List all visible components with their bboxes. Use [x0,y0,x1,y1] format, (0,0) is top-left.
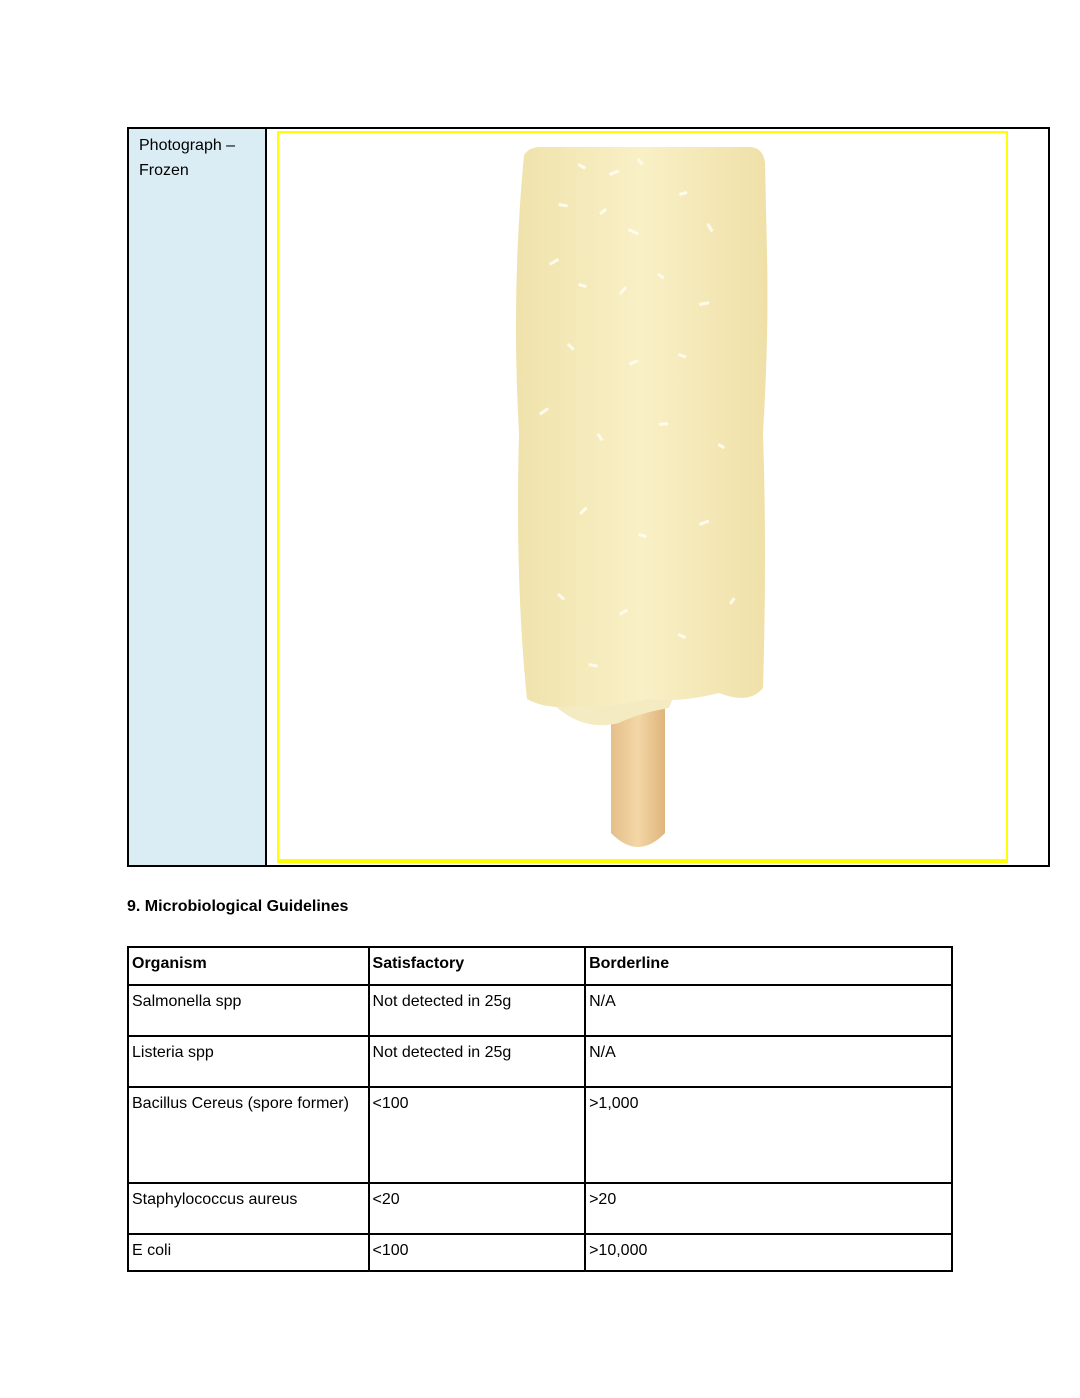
cell-borderline: >10,000 [585,1234,952,1271]
cell-organism: E coli [128,1234,369,1271]
cell-organism: Staphylococcus aureus [128,1183,369,1234]
header-organism: Organism [128,947,369,985]
header-borderline: Borderline [585,947,952,985]
cell-borderline: N/A [585,985,952,1036]
table-row [128,1183,952,1234]
photo-label-cell [129,129,267,865]
cell-organism: Salmonella spp [128,985,369,1036]
photo-frame [277,131,1008,863]
table-header-row [128,947,952,985]
table-row [128,1036,952,1087]
cell-satisfactory: <20 [369,1183,586,1234]
cell-satisfactory: <100 [369,1087,586,1183]
cell-organism: Listeria spp [128,1036,369,1087]
table-row [128,1087,952,1183]
table-row [128,1234,952,1271]
cell-satisfactory: <100 [369,1234,586,1271]
cell-borderline: N/A [585,1036,952,1087]
cell-borderline: >20 [585,1183,952,1234]
ice-body-shape [516,147,768,707]
cell-satisfactory: Not detected in 25g [369,985,586,1036]
cell-satisfactory: Not detected in 25g [369,1036,586,1087]
photo-table [127,127,1050,867]
photo-label-line2: Frozen [139,162,189,179]
cell-organism: Bacillus Cereus (spore former) [128,1087,369,1183]
photo-label-line1: Photograph – [139,137,236,154]
section-heading: 9. Microbiological Guidelines [127,898,349,915]
ice-lolly-photo [279,133,1006,859]
header-satisfactory: Satisfactory [369,947,586,985]
table-row [128,985,952,1036]
micro-table [127,946,953,1272]
cell-borderline: >1,000 [585,1087,952,1183]
